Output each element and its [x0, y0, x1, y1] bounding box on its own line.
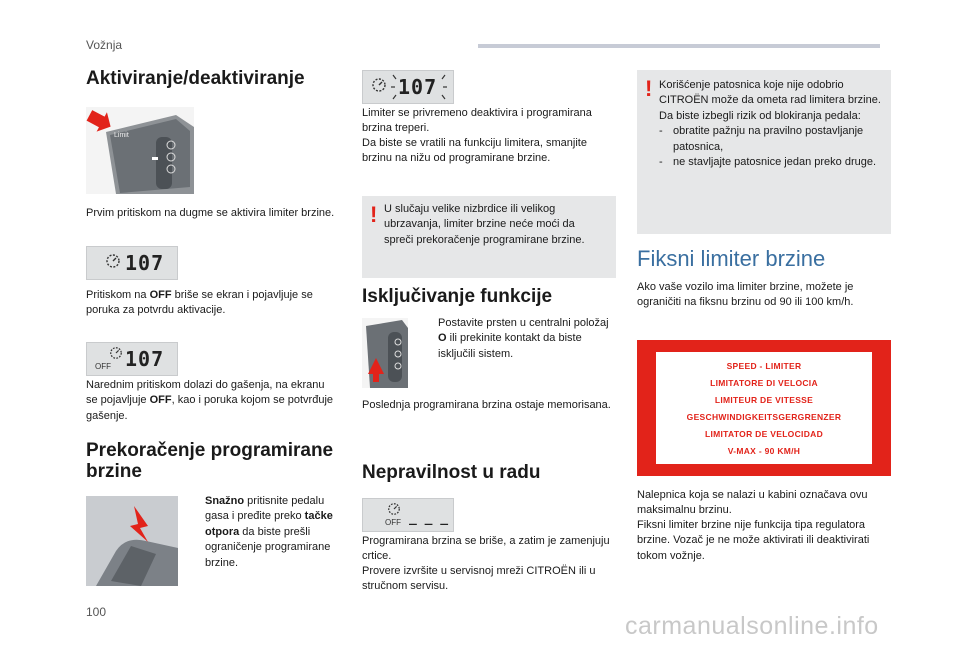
ring-lever-illustration [362, 318, 408, 388]
sticker-line: GESCHWINDIGKEITSGERGRENZER [686, 412, 842, 422]
mats-warning-text: Korišćenje patosnica koje nije odobrio CITROËN može da ometa rad limitera brzine. Da biste izbegli rizik od blokiranja pedala: - obratite pažnju na pravilno postavljanje patosnica, - ne stavljajte patosnice jedan preko druge. [659, 79, 881, 168]
overspeed-text-1: Limiter se privremeno deaktivira i programirana brzina treperi. [362, 107, 592, 135]
lcd-speed-value: 107 [125, 251, 165, 275]
title-activation: Aktiviranje/deaktiviranje [86, 68, 305, 89]
fixed-limiter-text-1: Ako vaše vozilo ima limiter brzine, možete je ograničiti na fiksnu brzinu od 90 ili 100 km/h. [637, 281, 854, 309]
overspeed-text-2: Da biste se vratili na funkciju limitera, smanjite brzinu na nižu od programirane brzine. [362, 137, 587, 165]
malfunction-text-2: Provere izvršite u servisnoj mreži CITROËN ili u stručnom servisu. [362, 565, 596, 593]
warning-icon: ! [370, 202, 378, 227]
pedal-illustration [86, 496, 178, 586]
lcd-speed-value: 107 [398, 75, 438, 99]
speedometer-icon [105, 253, 121, 274]
sticker-line: V-MAX - 90 KM/H [727, 446, 801, 456]
lcd-off-label: OFF [385, 518, 401, 527]
sticker-line: LIMITATORE DI VELOCIA [710, 378, 818, 388]
title-switch-off: Isključivanje funkcije [362, 286, 553, 307]
lcd-off-label: OFF [95, 362, 111, 371]
title-fixed-limiter: Fiksni limiter brzine [637, 246, 826, 271]
header-rule [478, 44, 880, 48]
title-malfunction: Nepravilnost u radu [362, 462, 541, 483]
speedometer-icon [371, 77, 387, 98]
speedometer-icon [109, 346, 123, 365]
sticker-line: LIMITATOR DE VELOCIDAD [704, 429, 824, 439]
activation-text-2: Pritiskom na OFF briše se ekran i pojavljuje se poruka za potvrdu aktivacije. [86, 289, 313, 317]
switch-off-text: Postavite prsten u centralni položaj O ili prekinite kontakt da biste isključili sistem. [438, 317, 609, 360]
lcd-display-fault [362, 498, 454, 532]
svg-text:Limit: Limit [114, 132, 129, 139]
overspeed-text: Snažno pritisnite pedalu gasa i pređite preko tačke otpora da biste prešli ograničenje programirane brzine. [205, 495, 333, 569]
malfunction-text-1: Programirana brzina se briše, a zatim je zamenjuju crtice. [362, 535, 610, 563]
lcd-display-1 [86, 246, 178, 280]
sticker-line: SPEED - LIMITER [726, 361, 802, 371]
lcd-display-flashing [362, 70, 454, 104]
memorised-text: Poslednja programirana brzina ostaje memorisana. [362, 399, 611, 411]
speed-limiter-sticker-inner [656, 352, 872, 464]
lcd-dashes: _ _ _ [409, 511, 449, 526]
section-label: Vožnja [86, 38, 123, 52]
deactivation-text: Narednim pritiskom dolazi do gašenja, na ekranu se pojavljuje OFF, kao i poruka kojom se potvrđuje gašenje. [86, 379, 334, 422]
activation-text-1: Prvim pritiskom na dugme se aktivira limiter brzine. [86, 207, 335, 219]
warning-note-downhill [362, 196, 616, 278]
warning-text: U slučaju velike nizbrdice ili velikog ubrzavanja, limiter brzine neće moći da spreči prekoračenje programirane brzine. [384, 203, 585, 246]
warning-note-mats [637, 70, 891, 234]
title-overspeed: Prekoračenje programirane brzine [86, 440, 334, 483]
lcd-speed-value: 107 [125, 347, 165, 371]
sticker-line: LIMITEUR DE VITESSE [714, 395, 814, 405]
lcd-display-2 [86, 342, 178, 376]
warning-icon: ! [645, 76, 653, 101]
lever-illustration [86, 107, 194, 194]
page-number: 100 [86, 605, 107, 619]
watermark: carmanualsonline.info [625, 612, 879, 640]
fixed-limiter-text-2: Nalepnica koja se nalazi u kabini označava ovu maksimalnu brzinu. [637, 489, 868, 517]
fixed-limiter-text-3: Fiksni limiter brzine nije funkcija tipa regulatora brzine. Vozač je ne može aktivirati ili deaktivirati tokom vožnje. [637, 519, 870, 562]
